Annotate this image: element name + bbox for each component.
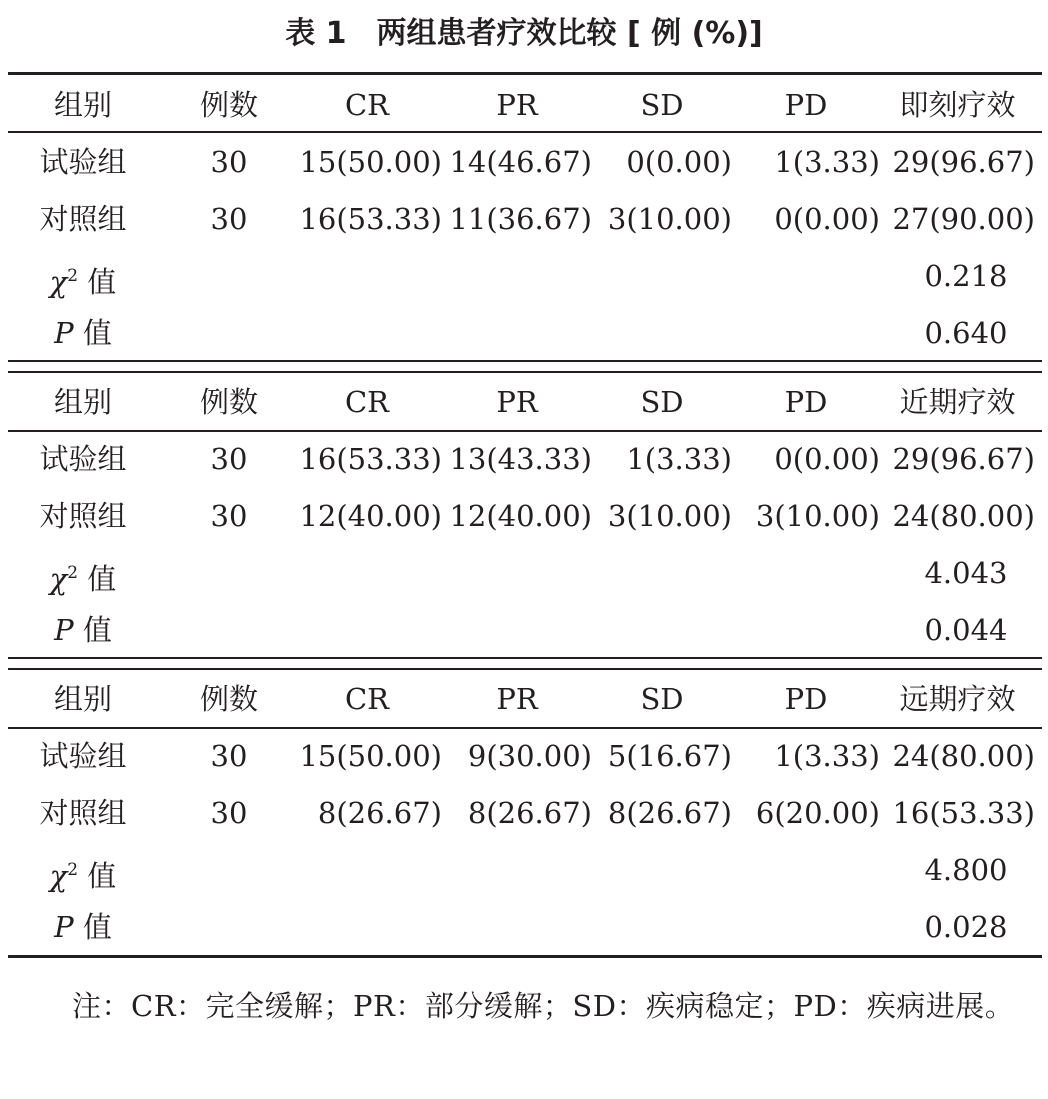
cr-value: 16(53.33) xyxy=(299,442,442,476)
chi-square-value: 4.043 xyxy=(924,556,1008,590)
chi-superscript: 2 xyxy=(67,860,79,880)
header-row xyxy=(0,77,1048,134)
case-count: 30 xyxy=(210,499,248,533)
group-name: 对照组 xyxy=(39,796,127,830)
chi-square-label xyxy=(0,248,166,305)
sd-value: 3(10.00) xyxy=(607,499,732,533)
header-count: 例数 xyxy=(199,385,258,419)
value-label: 值 xyxy=(82,910,112,944)
pr-value: 9(30.00) xyxy=(467,739,592,773)
p-symbol: P xyxy=(54,910,74,944)
cr-value: 16(53.33) xyxy=(299,202,442,236)
chi-square-row xyxy=(0,545,1048,602)
chi-superscript: 2 xyxy=(67,563,79,583)
section-rule-1b xyxy=(8,371,1042,373)
group-name: 对照组 xyxy=(39,499,127,533)
header-pd: PD xyxy=(784,88,828,122)
header-effect: 近期疗效 xyxy=(899,385,1016,419)
case-count: 30 xyxy=(210,202,248,236)
table-row xyxy=(0,728,1048,785)
case-count: 30 xyxy=(210,145,248,179)
value-label: 值 xyxy=(87,265,117,299)
header-group: 组别 xyxy=(53,88,112,122)
header-row xyxy=(0,374,1048,431)
header-pd: PD xyxy=(784,682,828,716)
case-count: 30 xyxy=(210,796,248,830)
chi-symbol: χ xyxy=(49,562,68,596)
value-label: 值 xyxy=(87,859,117,893)
p-symbol: P xyxy=(54,316,74,350)
group-name: 试验组 xyxy=(39,739,127,773)
chi-square-row xyxy=(0,248,1048,305)
effect-value: 24(80.00) xyxy=(892,499,1035,533)
p-value-row xyxy=(0,305,1048,362)
pr-value: 12(40.00) xyxy=(449,499,592,533)
case-count: 30 xyxy=(210,442,248,476)
effect-value: 27(90.00) xyxy=(892,202,1035,236)
sd-value: 5(16.67) xyxy=(607,739,732,773)
table-row xyxy=(0,191,1048,248)
p-value-label xyxy=(0,899,166,956)
p-value: 0.028 xyxy=(924,910,1008,944)
header-cr: CR xyxy=(344,682,390,716)
header-effect: 即刻疗效 xyxy=(899,88,1016,122)
chi-square-value: 4.800 xyxy=(924,853,1008,887)
chi-square-row xyxy=(0,842,1048,899)
chi-symbol: χ xyxy=(49,859,68,893)
effect-value: 16(53.33) xyxy=(892,796,1035,830)
header-sd: SD xyxy=(640,88,684,122)
table-row xyxy=(0,431,1048,488)
value-label: 值 xyxy=(82,316,112,350)
cr-value: 8(26.67) xyxy=(317,796,442,830)
pd-value: 6(20.00) xyxy=(755,796,880,830)
p-value: 0.640 xyxy=(924,316,1008,350)
pr-value: 8(26.67) xyxy=(467,796,592,830)
pd-value: 1(3.33) xyxy=(774,145,880,179)
section-rule-2b xyxy=(8,668,1042,670)
effect-value: 29(96.67) xyxy=(892,145,1035,179)
value-label: 值 xyxy=(87,562,117,596)
pd-value: 1(3.33) xyxy=(774,739,880,773)
pd-value: 3(10.00) xyxy=(755,499,880,533)
header-cr: CR xyxy=(344,385,390,419)
p-value-label xyxy=(0,602,166,659)
p-value-row xyxy=(0,899,1048,956)
header-sd: SD xyxy=(640,385,684,419)
p-value: 0.044 xyxy=(924,613,1008,647)
header-group: 组别 xyxy=(53,682,112,716)
header-sd: SD xyxy=(640,682,684,716)
effect-value: 24(80.00) xyxy=(892,739,1035,773)
pr-value: 11(36.67) xyxy=(449,202,592,236)
header-effect: 远期疗效 xyxy=(899,682,1016,716)
sd-value: 1(3.33) xyxy=(626,442,732,476)
pr-value: 14(46.67) xyxy=(449,145,592,179)
header-count: 例数 xyxy=(199,88,258,122)
sd-value: 3(10.00) xyxy=(607,202,732,236)
group-name: 试验组 xyxy=(39,442,127,476)
chi-square-label xyxy=(0,545,166,602)
top-rule xyxy=(8,72,1042,75)
chi-symbol: χ xyxy=(49,265,68,299)
header-pd: PD xyxy=(784,385,828,419)
p-value-label xyxy=(0,305,166,362)
p-value-row xyxy=(0,602,1048,659)
group-name: 对照组 xyxy=(39,202,127,236)
pr-value: 13(43.33) xyxy=(449,442,592,476)
pd-value: 0(0.00) xyxy=(774,442,880,476)
table-row xyxy=(0,134,1048,191)
cr-value: 15(50.00) xyxy=(299,145,442,179)
header-group: 组别 xyxy=(53,385,112,419)
cr-value: 15(50.00) xyxy=(299,739,442,773)
table-row xyxy=(0,785,1048,842)
table-title: 表 1 两组患者疗效比较 [ 例 (%)] xyxy=(285,16,763,51)
effect-value: 29(96.67) xyxy=(892,442,1035,476)
header-pr: PR xyxy=(496,385,538,419)
table-row xyxy=(0,488,1048,545)
header-count: 例数 xyxy=(199,682,258,716)
sd-value: 0(0.00) xyxy=(626,145,732,179)
cr-value: 12(40.00) xyxy=(299,499,442,533)
header-pr: PR xyxy=(496,682,538,716)
chi-superscript: 2 xyxy=(67,266,79,286)
header-pr: PR xyxy=(496,88,538,122)
chi-square-value: 0.218 xyxy=(924,259,1008,293)
table-footnote: 注：CR：完全缓解；PR：部分缓解；SD：疾病稳定；PD：疾病进展。 xyxy=(72,989,1015,1023)
header-row xyxy=(0,671,1048,728)
header-cr: CR xyxy=(344,88,390,122)
value-label: 值 xyxy=(82,613,112,647)
sd-value: 8(26.67) xyxy=(607,796,732,830)
group-name: 试验组 xyxy=(39,145,127,179)
p-symbol: P xyxy=(54,613,74,647)
case-count: 30 xyxy=(210,739,248,773)
chi-square-label xyxy=(0,842,166,899)
pd-value: 0(0.00) xyxy=(774,202,880,236)
